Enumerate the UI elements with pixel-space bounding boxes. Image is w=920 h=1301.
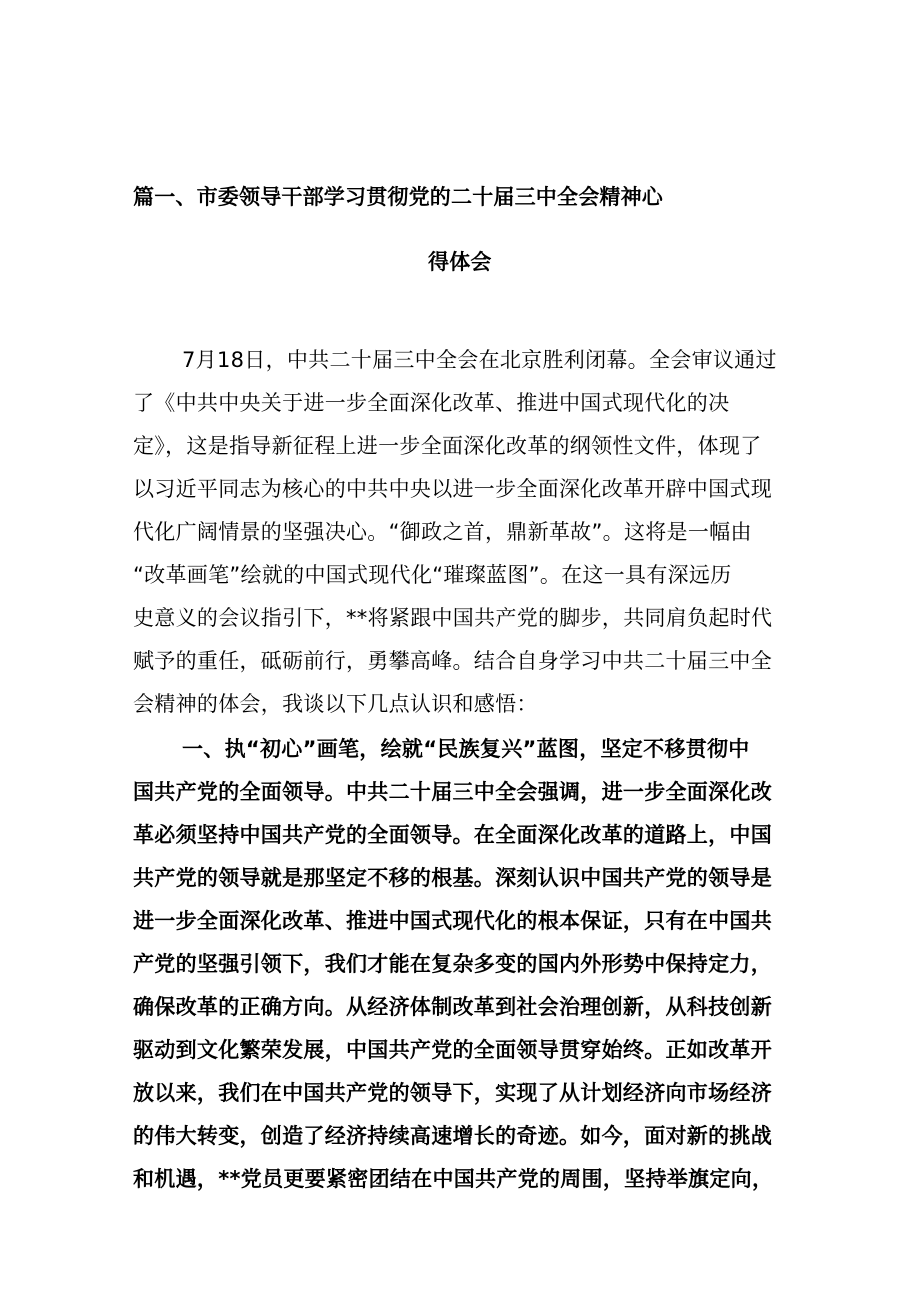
document-title-line-2: 得体会 bbox=[428, 250, 492, 274]
paragraph-2-line: 确保改革的正确方向。从经济体制改革到社会治理创新，从科技创新 bbox=[133, 995, 772, 1019]
paragraph-2-line: 革必须坚持中国共产党的全面领导。在全面深化改革的道路上，中国 bbox=[133, 823, 772, 847]
paragraph-1-line: 代化广阔情景的坚强决心。“御政之首，鼎新革故”。这将是一幅由 bbox=[133, 520, 752, 544]
paragraph-2-line: 放以来，我们在中国共产党的领导下，实现了从计划经济向市场经济 bbox=[133, 1081, 772, 1105]
paragraph-1-line: 赋予的重任，砥砺前行，勇攀高峰。结合自身学习中共二十届三中全 bbox=[133, 649, 772, 673]
paragraph-2-line: 产党的坚强引领下，我们才能在复杂多变的国内外形势中保持定力， bbox=[133, 952, 772, 976]
paragraph-1-line: 会精神的体会，我谈以下几点认识和感悟： bbox=[133, 692, 538, 716]
paragraph-2-line: 驱动到文化繁荣发展，中国共产党的全面领导贯穿始终。正如改革开 bbox=[133, 1038, 772, 1062]
paragraph-1-line: 定》，这是指导新征程上进一步全面深化改革的纲领性文件，体现了 bbox=[133, 434, 762, 458]
paragraph-2-line: 的伟大转变，创造了经济持续高速增长的奇迹。如今，面对新的挑战 bbox=[133, 1124, 772, 1148]
paragraph-1-line: 了《中共中央关于进一步全面深化改革、推进中国式现代化的决 bbox=[133, 391, 730, 415]
paragraph-1-line: 以习近平同志为核心的中共中央以进一步全面深化改革开辟中国式现 bbox=[133, 477, 772, 501]
paragraph-2-line: 国共产党的全面领导。中共二十届三中全会强调，进一步全面深化改 bbox=[133, 780, 772, 804]
document-title-line-1: 篇一、市委领导干部学习贯彻党的二十届三中全会精神心 bbox=[133, 185, 663, 209]
paragraph-1-line: 7月18日，中共二十届三中全会在北京胜利闭幕。全会审议通过 bbox=[182, 348, 777, 372]
paragraph-1-line: “改革画笔”绘就的中国式现代化“璀璨蓝图”。在这一具有深远历 bbox=[133, 563, 732, 587]
paragraph-2-line: 一、执“初心”画笔，绘就“民族复兴”蓝图，坚定不移贯彻中 bbox=[182, 737, 750, 761]
paragraph-1-line: 史意义的会议指引下，**将紧跟中国共产党的脚步，共同肩负起时代 bbox=[133, 606, 773, 630]
paragraph-2-line: 进一步全面深化改革、推进中国式现代化的根本保证，只有在中国共 bbox=[133, 909, 772, 933]
paragraph-2-line: 和机遇，**党员更要紧密团结在中国共产党的周围，坚持举旗定向， bbox=[133, 1167, 774, 1191]
paragraph-2-line: 共产党的领导就是那坚定不移的根基。深刻认识中国共产党的领导是 bbox=[133, 866, 772, 890]
